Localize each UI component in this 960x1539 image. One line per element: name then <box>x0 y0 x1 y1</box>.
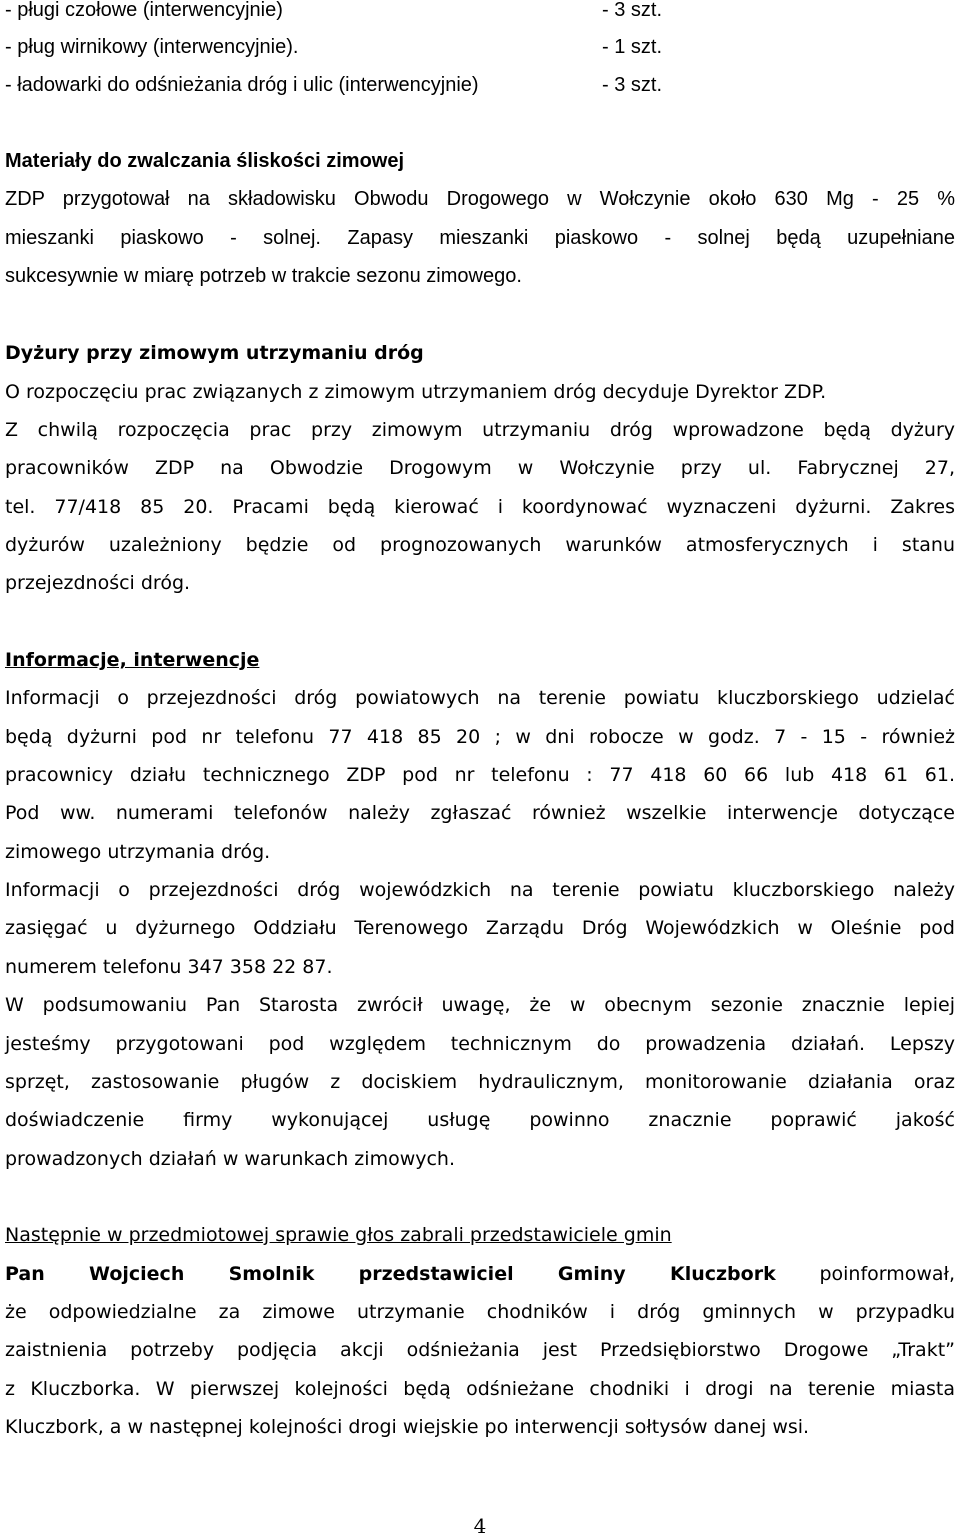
paragraph-line: mieszanki piaskowo - solnej. Zapasy mieszanki piaskowo - solnej będą uzupełniane <box>5 227 955 249</box>
section-heading-materials: Materiały do zwalczania śliskości zimowej <box>5 150 405 172</box>
paragraph-line: dyżurów uzależniony będzie od prognozowanych warunków atmosferycznych i stanu <box>5 534 955 556</box>
paragraph-line: W podsumowaniu Pan Starosta zwrócił uwagę, że w obecnym sezonie znacznie lepiej <box>5 994 955 1016</box>
equipment-name: - pługi czołowe (interwencyjnie) <box>5 0 283 21</box>
paragraph-line: że odpowiedzialne za zimowe utrzymanie chodników i dróg gminnych w przypadku <box>5 1301 955 1323</box>
equipment-qty: - 3 szt. <box>602 0 663 21</box>
paragraph-line: prowadzonych działań w warunkach zimowych. <box>5 1148 456 1170</box>
paragraph-line: numerem telefonu 347 358 22 87. <box>5 956 333 978</box>
equipment-name: - pług wirnikowy (interwencyjnie). <box>5 36 299 58</box>
paragraph-line: pracowników ZDP na Obwodzie Drogowym w Wołczynie przy ul. Fabrycznej 27, <box>5 457 955 479</box>
paragraph-line: Pod ww. numerami telefonów należy zgłaszać również wszelkie interwencje dotyczące <box>5 802 955 824</box>
equipment-name: - ładowarki do odśnieżania dróg i ulic (interwencyjnie) <box>5 74 479 96</box>
paragraph-line: Kluczbork, a w następnej kolejności drogi wiejskie po interwencji sołtysów danej wsi. <box>5 1416 810 1438</box>
paragraph-line: sprzęt, zastosowanie pługów z dociskiem hydraulicznym, monitorowanie działania oraz <box>5 1071 955 1093</box>
section-heading-info: Informacje, interwencje <box>5 649 260 671</box>
speaker-name: Pan Wojciech Smolnik przedstawiciel Gminy Kluczbork <box>5 1263 776 1285</box>
paragraph-line: ZDP przygotował na składowisku Obwodu Drogowego w Wołczynie około 630 Mg - 25 % <box>5 188 955 210</box>
equipment-qty: - 3 szt. <box>602 74 663 96</box>
paragraph-line: Informacji o przejezdności dróg powiatowych na terenie powiatu kluczborskiego udzielać <box>5 687 955 709</box>
paragraph-line: tel. 77/418 85 20. Pracami będą kierować i koordynować wyznaczeni dyżurni. Zakres <box>5 496 955 518</box>
section-heading-duty: Dyżury przy zimowym utrzymaniu dróg <box>5 342 424 364</box>
paragraph-line: z Kluczborka. W pierwszej kolejności będą odśnieżane chodniki i drogi na terenie miasta <box>5 1378 955 1400</box>
equipment-item <box>5 72 955 98</box>
section-heading-gminy: Następnie w przedmiotowej sprawie głos zabrali przedstawiciele gmin <box>5 1224 672 1246</box>
paragraph-line: doświadczenie firmy wykonującej usługę powinno znacznie poprawić jakość <box>5 1109 955 1131</box>
page-number: 4 <box>473 1514 487 1538</box>
paragraph-line: Informacji o przejezdności dróg wojewódzkich na terenie powiatu kluczborskiego należy <box>5 879 955 901</box>
equipment-item <box>5 0 955 23</box>
paragraph-line <box>5 1261 955 1287</box>
paragraph-line: O rozpoczęciu prac związanych z zimowym utrzymaniem dróg decyduje Dyrektor ZDP. <box>5 381 827 403</box>
paragraph-line: pracownicy działu technicznego ZDP pod nr telefonu : 77 418 60 66 lub 418 61 61. <box>5 764 955 786</box>
paragraph-line: zaistnienia potrzeby podjęcia akcji odśnieżania jest Przedsiębiorstwo Drogowe „Trakt” <box>5 1339 955 1361</box>
paragraph-line: jesteśmy przygotowani pod względem technicznym do prowadzenia działań. Lepszy <box>5 1033 955 1055</box>
equipment-qty: - 1 szt. <box>602 36 663 58</box>
speaker-verb: poinformował, <box>819 1263 955 1285</box>
paragraph-line: sukcesywnie w miarę potrzeb w trakcie sezonu zimowego. <box>5 265 522 287</box>
paragraph-line: zasięgać u dyżurnego Oddziału Terenowego Zarządu Dróg Wojewódzkich w Oleśnie pod <box>5 917 955 939</box>
paragraph-line: Z chwilą rozpoczęcia prac przy zimowym utrzymaniu dróg wprowadzone będą dyżury <box>5 419 955 441</box>
paragraph-line: będą dyżurni pod nr telefonu 77 418 85 20 ; w dni robocze w godz. 7 - 15 - również <box>5 726 955 748</box>
paragraph-line: zimowego utrzymania dróg. <box>5 841 271 863</box>
paragraph-line: przejezdności dróg. <box>5 572 191 594</box>
equipment-item <box>5 34 955 60</box>
